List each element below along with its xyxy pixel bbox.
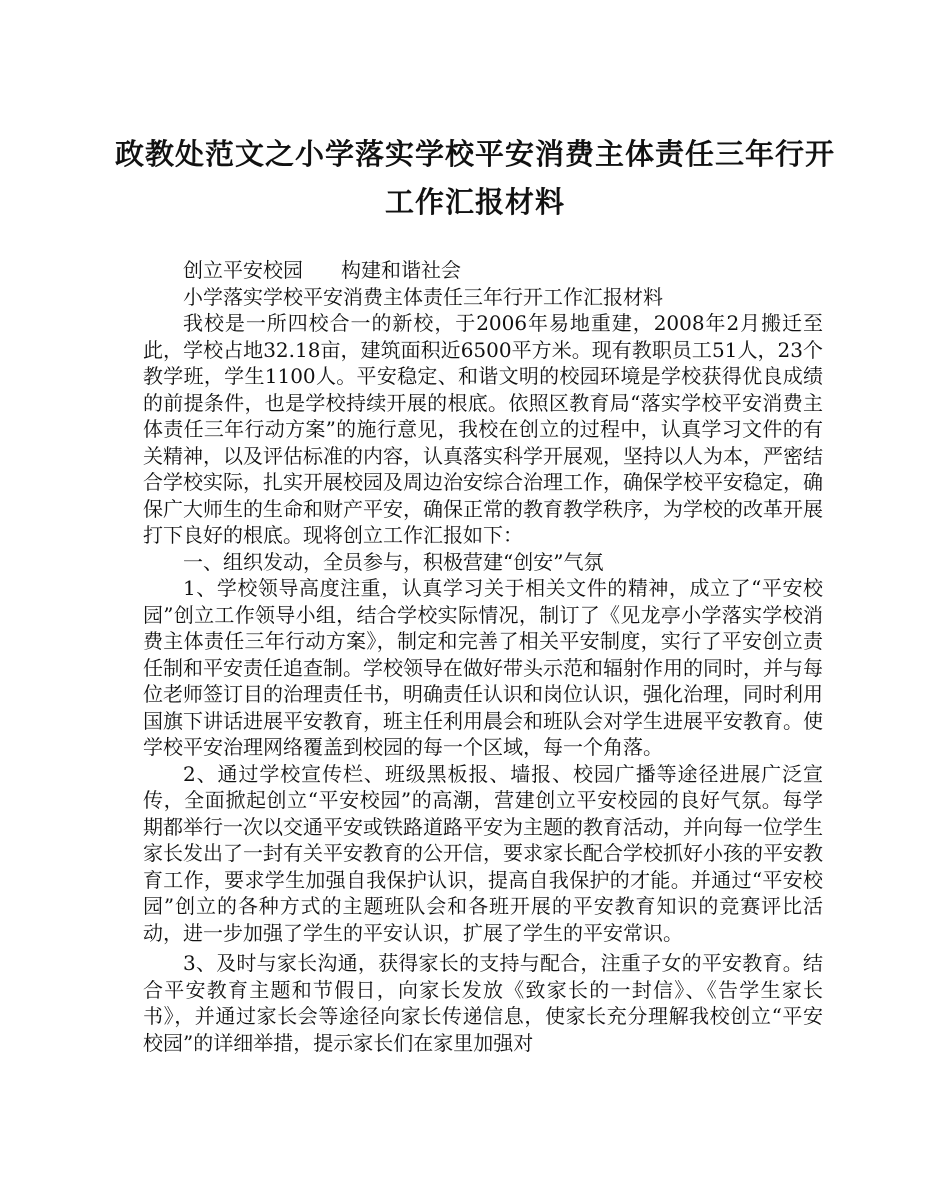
document-body [143,257,823,1056]
motto-left: 创立平安校园 [183,258,303,282]
motto-right: 构建和谐社会 [341,258,461,282]
document-title: 政教处范文之小学落实学校平安消费主体责任三年行开工作汇报材料 [114,137,835,219]
motto-line [143,257,823,284]
paragraph-item-1: 1、学校领导高度注重，认真学习关于相关文件的精神，成立了“平安校园”创立工作领导小组，结合学校实际情况，制订了《见龙亭小学落实学校消费主体责任三年行动方案》，制定和完善了相关平安制度，实行了平安创立责任制和平安责任追查制。学校领导在做好带头示范和辐射作用的同时，并与每位老师签订目的治理责任书，明确责任认识和岗位认识，强化治理，同时利用国旗下讲话进展平安教育，班主任利用晨会和班队会对学生进展平安教育。使学校平安治理网络覆盖到校园的每一个区域，每一个角落。 [143,576,823,759]
section-heading-1: 一、组织发动，全员参与，积极营建“创安”气氛 [183,549,604,574]
paragraph-item-3: 3、及时与家长沟通，获得家长的支持与配合，注重子女的平安教育。结合平安教育主题和节假日，向家长发放《致家长的一封信》、《告学生家长书》，并通过家长会等途径向家长传递信息，使家长充分理解我校创立“平安校园”的详细举措，提示家长们在家里加强对 [143,951,823,1055]
paragraph-intro: 我校是一所四校合一的新校，于2006年易地重建，2008年2月搬迁至此，学校占地32.18亩，建筑面积近6500平方米。现有教职员工51人，23个教学班，学生1100人。平安稳定、和谐文明的校园环境是学校获得优良成绩的前提条件，也是学校持续开展的根底。依照区教育局“落实学校平安消费主体责任三年行动方案”的施行意见，我校在创立的过程中，认真学习文件的有关精神，以及评估标准的内容，认真落实科学开展观，坚持以人为本，严密结合学校实际，扎实开展校园及周边治安综合治理工作，确保学校平安稳定，确保广大师生的生命和财产平安，确保正常的教育教学秩序，为学校的改革开展打下良好的根底。现将创立工作汇报如下： [143,311,823,547]
document-subtitle: 小学落实学校平安消费主体责任三年行开工作汇报材料 [183,284,663,309]
paragraph-item-2: 2、通过学校宣传栏、班级黑板报、墙报、校园广播等途径进展广泛宣传，全面掀起创立“平安校园”的高潮，营建创立平安校园的良好气氛。每学期都举行一次以交通平安或铁路道路平安为主题的教育活动，并向每一位学生家长发出了一封有关平安教育的公开信，要求家长配合学校抓好小孩的平安教育工作，要求学生加强自我保护认识，提高自我保护的才能。并通过“平安校园”创立的各种方式的主题班队会和各班开展的平安教育知识的竞赛评比活动，进一步加强了学生的平安认识，扩展了学生的平安常识。 [143,761,823,945]
